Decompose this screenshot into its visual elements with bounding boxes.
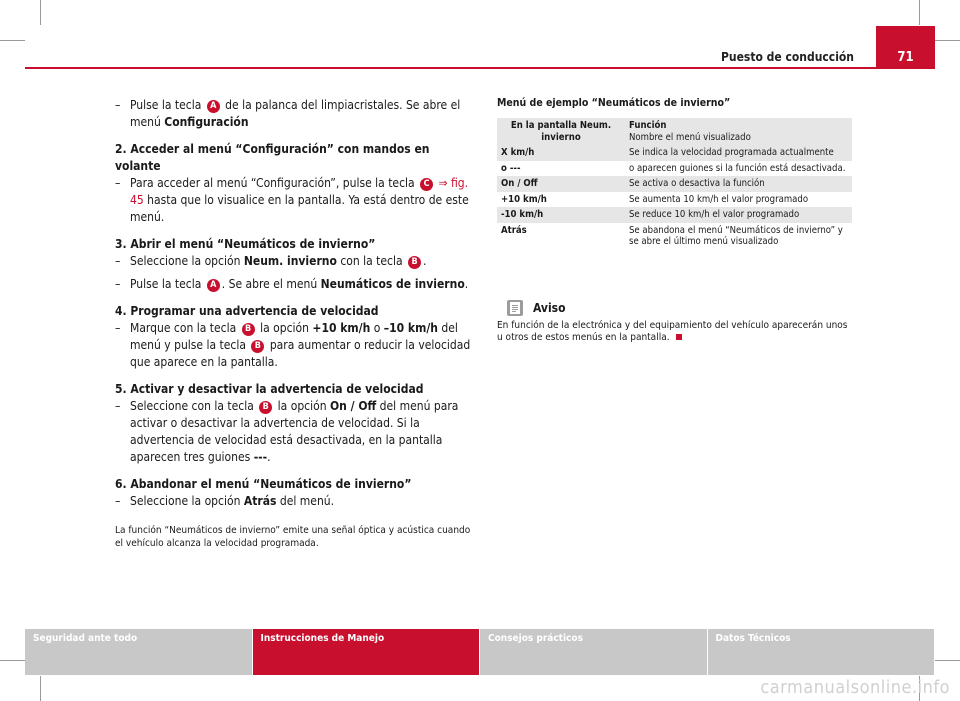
key-b-icon: B [408,256,421,269]
section-title: Puesto de conducción [720,50,854,64]
crop-mark [919,0,920,25]
text-run: para aumentar o reducir la velocidad que aparece en la pantalla. [130,338,471,369]
text-run: la opción [256,321,313,335]
instructions-column [115,97,475,550]
footer-tabs [25,629,935,675]
text-run: . [267,450,271,464]
table-cell-function: Se activa o desactiva la función [629,178,765,189]
crop-mark [935,660,960,661]
notice-box [497,300,852,344]
key-c-icon: C [420,178,433,191]
text-run: . [423,254,427,268]
bold-term: Neum. invierno [243,254,337,268]
table-header-row [497,118,852,145]
bold-term: --- [253,450,268,464]
text-run: Seleccione la opción [130,254,244,268]
text-run: hasta que lo visualice en la pantalla. Ya está dentro de este menú. [130,193,469,224]
notice-title: Aviso [533,301,566,315]
key-b-icon: B [259,401,272,414]
key-a-icon: A [207,100,220,113]
table-col1-header: En la pantalla Neum. invierno [510,120,612,143]
text-run: del menú. [276,494,335,508]
bold-term: Configuración [164,115,249,129]
bullet-item [115,253,475,270]
menu-table [497,118,852,250]
bullet-item [115,398,475,466]
step-heading: 4. Programar una advertencia de velocidad [115,304,379,318]
bullet-item [115,493,475,510]
table-row [497,161,852,177]
bold-term: Neumáticos de invierno [320,277,465,291]
watermark: carmanualsonline.info [760,677,950,698]
text-run: del menú y pulse la tecla [130,321,458,352]
text-run: . [464,277,469,291]
note-icon [507,300,523,316]
table-cell-display: o --- [501,162,521,174]
crop-mark [0,660,25,661]
text-run: Marque con la tecla [130,321,240,335]
bullet-dash: – [115,494,121,508]
text-run: la opción [274,399,330,413]
text-run: con la tecla [336,254,407,268]
bullet-dash: – [115,277,121,291]
key-b-icon: B [242,323,255,336]
table-cell-display: +10 km/h [501,193,547,205]
bold-term: On / Off [330,399,377,413]
bold-term: +10 km/h [312,321,371,335]
bold-term: Atrás [243,494,277,508]
bullet-dash: – [115,98,121,112]
table-cell-display: On / Off [501,178,538,189]
table-row [497,207,852,223]
table-col2-header-sub: Nombre el menú visualizado [629,131,751,143]
crop-mark [935,40,960,41]
menu-table-section [497,97,852,250]
bullet-dash: – [115,399,121,413]
table-cell-function: o aparecen guiones si la función está desactivada. [629,162,846,174]
bullet-dash: – [115,321,121,335]
text-run: Pulse la tecla [130,277,205,291]
crop-mark [40,676,41,701]
page-number: 71 [876,26,935,69]
step-heading: 5. Activar y desactivar la advertencia de velocidad [115,382,424,396]
bullet-item [115,175,475,226]
table-cell-function: Se indica la velocidad programada actualmente [629,147,834,158]
key-a-icon: A [207,279,220,292]
text-run: Pulse la tecla [130,98,205,112]
step-heading: 3. Abrir el menú “Neumáticos de invierno” [115,237,376,251]
table-cell-display: X km/h [501,147,535,158]
text-run: Seleccione con la tecla [130,399,258,413]
table-row [497,223,852,250]
bullet-dash: – [115,176,121,190]
text-run: o [370,321,384,335]
bullet-item [115,276,475,293]
table-cell-function: Se abandona el menú “Neumáticos de invierno” y se abre el último menú visualizado [629,224,843,247]
step-heading: 6. Abandonar el menú “Neumáticos de invierno” [115,477,412,491]
table-col2-header-bold: Función [629,120,667,131]
bullet-item [115,97,475,131]
table-cell-function: Se aumenta 10 km/h el valor programado [629,193,809,205]
table-col2-header [625,118,852,145]
crop-mark [0,40,25,41]
header-rule [25,67,935,69]
step-heading: 2. Acceder al menú “Configuración” con mandos en volante [115,142,430,173]
end-mark [676,334,682,340]
bullet-dash: – [115,254,121,268]
table-cell-display: Atrás [501,224,527,236]
key-b-icon: B [251,340,264,353]
footer-tab[interactable]: Seguridad ante todo [25,629,253,675]
footer-tab[interactable]: Instrucciones de Manejo [253,629,481,675]
crop-mark [40,0,41,25]
table-cell-function: Se reduce 10 km/h el valor programado [629,209,800,220]
figure-reference-link[interactable]: ⇒ fig. 45 [130,176,469,207]
bullet-item [115,320,475,371]
text-run: Seleccione la opción [130,494,244,508]
table-title: Menú de ejemplo “Neumáticos de invierno” [497,97,731,109]
notice-text: En función de la electrónica y del equipamiento del vehículo aparecerán unos u otros de estos menús en la pantalla. [497,320,848,343]
text-run: . Se abre el menú [221,277,321,291]
footer-tab[interactable]: Datos Técnicos [708,629,936,675]
text-run: de la palanca del limpiacristales. Se abre el menú [130,98,461,129]
text-run: Para acceder al menú “Configuración”, pulse la tecla [130,176,419,190]
table-row [497,176,852,192]
footer-tab[interactable]: Consejos prácticos [480,629,708,675]
text-run: del menú para activar o desactivar la advertencia de velocidad. Si la advertencia de velocidad está desactivada, en la pantalla aparecen tres guiones [130,399,459,464]
table-row [497,192,852,208]
footnote: La función “Neumáticos de invierno” emite una señal óptica y acústica cuando el vehículo alcanza la velocidad programada. [115,525,471,549]
bold-term: –10 km/h [383,321,438,335]
table-cell-display: -10 km/h [501,209,544,220]
table-row [497,145,852,161]
